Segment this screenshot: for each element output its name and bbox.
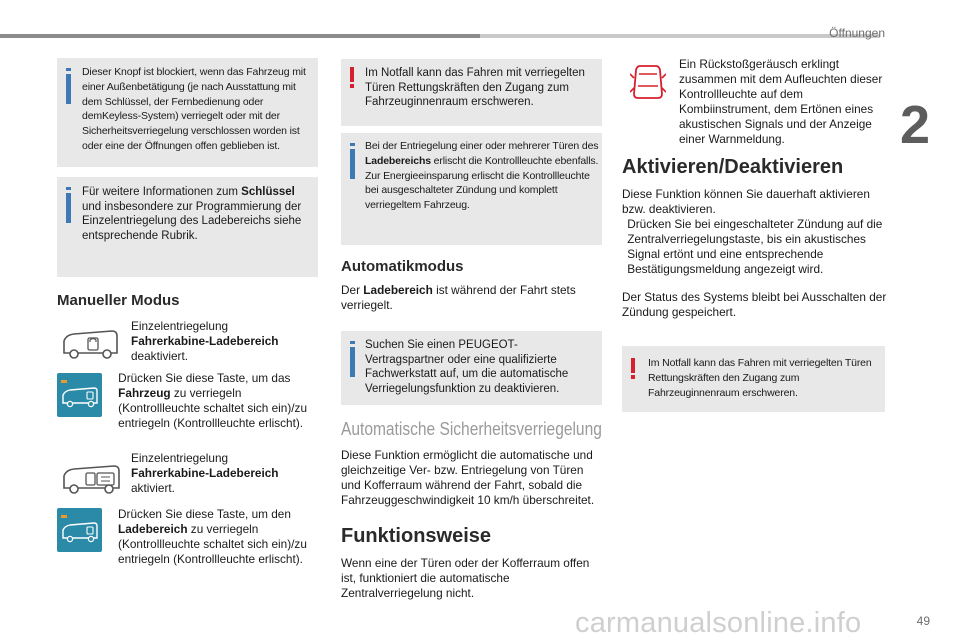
lock-button-icon — [57, 508, 102, 552]
info-note-text: Bei der Entriegelung einer oder mehrerer Türen des Ladebereichs erlischt die Kontrollleuchte ebenfalls. Zur Energieeinsparung erlischt die Kontrollleuchte bei ausgeschalteter Zündung und komplett verriegeltem Fahrzeug. — [365, 140, 599, 212]
chapter-number: 2 — [900, 95, 931, 155]
page-number: 49 — [916, 614, 930, 628]
info-icon — [66, 193, 71, 223]
van-lock-icon — [60, 327, 120, 361]
warning-lamp-text: Ein Rückstoßgeräusch erklingt zusammen mit dem Aufleuchten dieser Kontrollleuchte auf dem Kombiinstrument, dem Ertönen eines akustischen Signals und der Anzeige einer Warnmeldung. — [679, 57, 883, 146]
info-note-text: Dieser Knopf ist blockiert, wenn das Fahrzeug mit einer Außenbetätigung (je nach Ausstattung mit dem Schlüssel, der Fernbedienung oder demKeyless-System) verriegelt oder mit der Sicherheitsverriegelung verschlossen worden ist oder eine der Öffnungen offen geblieben ist. — [82, 66, 306, 152]
car-door-warning-icon — [630, 62, 666, 102]
watermark: carmanualsonline.info — [575, 607, 862, 639]
step-lock-vehicle: Drücken Sie diese Taste, um das Fahrzeug zu verriegeln (Kontrollleuchte schaltet sich ein)/zu entriegeln (Kontrollleuchte erlischt). — [118, 371, 308, 430]
warning-note-text: Im Notfall kann das Fahren mit verriegelten Türen Rettungskräften den Zugang zum Fahrzeuginnenraum erschweren. — [648, 357, 872, 399]
heading-activate-deactivate: Aktivieren/Deaktivieren — [622, 156, 844, 178]
heading-automatic-mode: Automatikmodus — [341, 258, 464, 275]
info-note-button-blocked — [57, 58, 318, 167]
info-note-key — [57, 177, 318, 277]
state-deactivated: Einzelentriegelung Fahrerkabine-Ladebereich deaktiviert. — [131, 319, 279, 363]
step-lock-load-area: Drücken Sie diese Taste, um den Ladebereich zu verriegeln (Kontrollleuchte schaltet sich ein)/zu entriegeln (Kontrollleuchte erlischt). — [118, 507, 307, 566]
heading-function: Funktionsweise — [341, 525, 492, 547]
info-icon — [66, 74, 71, 104]
activate-intro-text: Diese Funktion können Sie dauerhaft aktivieren bzw. deaktivieren. — [622, 187, 870, 216]
activate-step: Drücken Sie bei eingeschalteter Zündung auf die Zentralverriegelungstaste, bis ein akustisches Signal ertönt und eine entsprechende Bestätigungsmeldung angezeigt wird. — [627, 217, 883, 276]
info-icon — [350, 347, 355, 377]
warning-icon — [348, 67, 356, 88]
warning-note-emergency — [341, 59, 602, 126]
van-split-lock-icon — [60, 462, 122, 496]
lock-button-icon — [57, 373, 102, 417]
status-text: Der Status des Systems bleibt bei Ausschalten der Zündung gespeichert. — [622, 290, 887, 319]
header-rule-dark — [0, 34, 480, 38]
info-note-load-area — [341, 133, 602, 245]
info-note-dealer — [341, 331, 602, 405]
info-note-text: Für weitere Informationen zum Schlüssel und insbesondere zur Programmierung der Einzelentriegelung des Ladebereichs siehe entsprechende Rubrik. — [82, 186, 302, 242]
heading-safety-locking: Automatische Sicherheitsverriegelung — [341, 418, 602, 439]
warning-icon — [629, 358, 637, 379]
info-note-text: Suchen Sie einen PEUGEOT-Vertragspartner oder eine qualifizierte Fachwerkstatt auf, um die automatische Verriegelungsfunktion zu deaktivieren. — [365, 339, 569, 395]
function-text: Wenn eine der Türen oder der Kofferraum offen ist, funktioniert die automatische Zentralverriegelung nicht. — [341, 556, 590, 600]
warning-note-text: Im Notfall kann das Fahren mit verriegelten Türen Rettungskräften den Zugang zum Fahrzeuginnenraum erschweren. — [365, 67, 585, 108]
safety-locking-text: Diese Funktion ermöglicht die automatische und gleichzeitige Ver- bzw. Entriegelung von Türen und Kofferraum während der Fahrt, sobald die Fahrzeuggeschwindigkeit 10 km/h überschreitet. — [341, 448, 595, 507]
heading-manual-mode: Manueller Modus — [57, 292, 180, 309]
header-rule-light — [480, 34, 880, 38]
automatic-mode-text: Der Ladebereich ist während der Fahrt stets verriegelt. — [341, 283, 576, 312]
warning-note-emergency — [622, 346, 885, 412]
state-activated: Einzelentriegelung Fahrerkabine-Ladebereich aktiviert. — [131, 451, 279, 495]
chapter-title: Öffnungen — [829, 26, 885, 40]
info-icon — [350, 149, 355, 179]
